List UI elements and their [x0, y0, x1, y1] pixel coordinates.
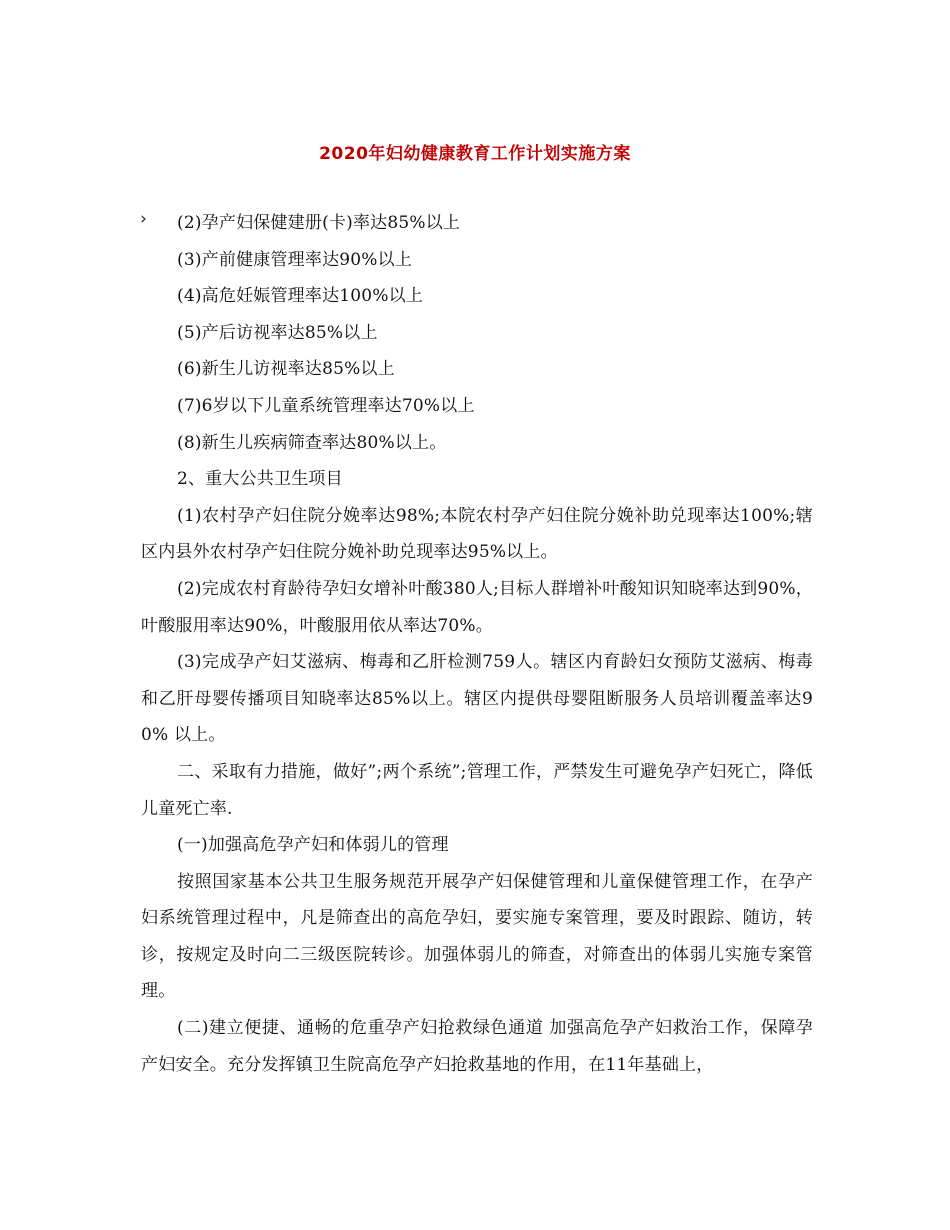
paragraph-item-5: (5)产后访视率达85%以上 — [177, 322, 378, 343]
paragraph-project-1: (1)农村孕产妇住院分娩率达98%;本院农村孕产妇住院分娩补助兑现率达100%;辖区内县外农村孕产妇住院分娩补助兑现率达95%以上。 — [141, 505, 813, 563]
paragraph-item-7: (7)6岁以下儿童系统管理率达70%以上 — [177, 395, 475, 416]
paragraph-item-2: (2)孕产妇保健建册(卡)率达85%以上 — [177, 213, 461, 233]
paragraph-item-3: (3)产前健康管理率达90%以上 — [177, 249, 413, 270]
paragraph-high-risk-management: 按照国家基本公共卫生服务规范开展孕产妇保健管理和儿童保健管理工作，在孕产妇系统管理过程中，凡是筛查出的高危孕妇，要实施专案管理，要及时跟踪、随访，转诊，按规定及时向二三级医院转诊。加强体弱儿的筛查，对筛查出的体弱儿实施专案管理。 — [141, 871, 813, 1002]
paragraph-item-6: (6)新生儿访视率达85%以上 — [177, 359, 395, 380]
document-body — [141, 205, 813, 1083]
section-heading-measures: 二、采取有力措施，做好”;两个系统”;管理工作，严禁发生可避免孕产妇死亡，降低儿童死亡率. — [141, 761, 813, 819]
subheading-high-risk: (一)加强高危孕产妇和体弱儿的管理 — [177, 835, 449, 856]
paragraph-project-2: (2)完成农村育龄待孕妇女增补叶酸380人;目标人群增补叶酸知识知晓率达到90%，叶酸服用率达90%，叶酸服用依从率达70%。 — [141, 578, 813, 636]
document-title: 2020年妇幼健康教育工作计划实施方案 — [319, 144, 631, 164]
paragraph-green-channel: (二)建立便捷、通畅的危重孕产妇抢救绿色通道 加强高危孕产妇救治工作，保障孕产妇安全。充分发挥镇卫生院高危孕产妇抢救基地的作用，在11年基础上， — [141, 1018, 813, 1075]
paragraph-project-3: (3)完成孕产妇艾滋病、梅毒和乙肝检测759人。辖区内育龄妇女预防艾滋病、梅毒和乙肝母婴传播项目知晓率达85%以上。辖区内提供母婴阻断服务人员培训覆盖率达90% 以上。 — [141, 652, 813, 746]
paragraph-item-8: (8)新生儿疾病筛查率达80%以上。 — [177, 432, 447, 453]
list-marker-icon: › — [140, 209, 147, 229]
section-heading-major-projects: 2、重大公共卫生项目 — [177, 469, 343, 490]
paragraph-item-4: (4)高危妊娠管理率达100%以上 — [177, 286, 424, 307]
